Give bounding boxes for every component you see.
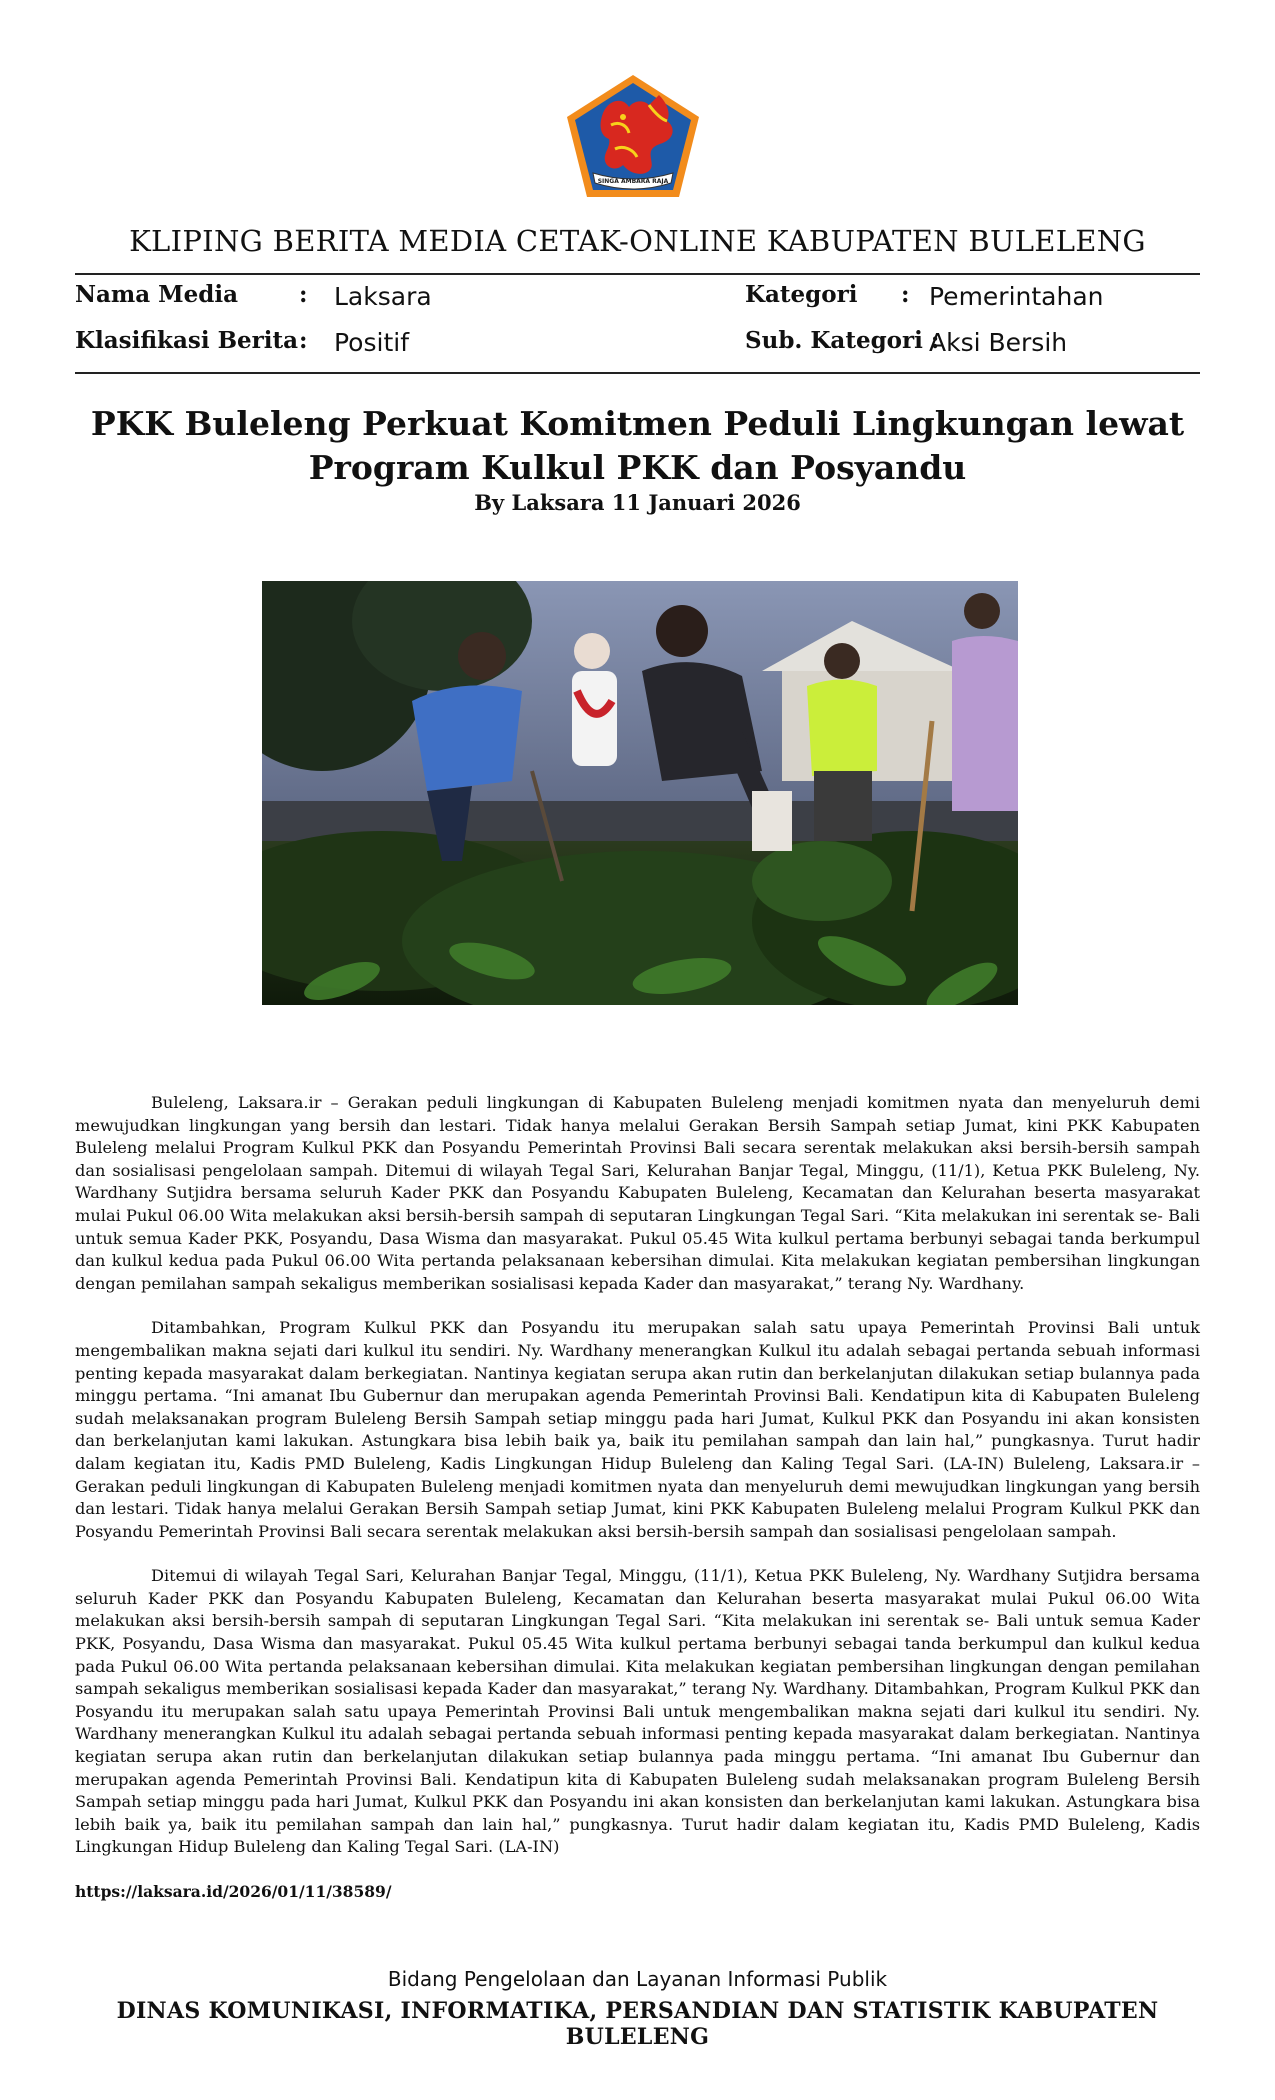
category-label: Kategori [745,281,858,308]
top-rule [75,273,1200,275]
article-photo [262,581,1018,1005]
article-byline: By Laksara 11 Januari 2026 [474,490,801,515]
article-body [75,1092,1200,1926]
media-label: Nama Media [75,281,238,308]
footer-department: Bidang Pengelolaan dan Layanan Informasi Publik [387,1967,888,1991]
subcategory-label: Sub. Kategori : [745,327,940,354]
cleanup-photo-illustration [262,581,1018,1005]
logo-motto: SINGA AMBARA RAJA [597,178,669,185]
article-headline [75,402,1200,490]
article-paragraph: Ditambahkan, Program Kulkul PKK dan Posyandu itu merupakan salah satu upaya Pemerintah Provinsi Bali untuk mengembalikan makna sejati dari kulkul itu sendiri. Ny. Wardhany menerangkan Kulkul itu adalah sebagai pertanda sebuah informasi penting kepada masyarakat dalam berkegiatan. Nantinya kegiatan serupa akan rutin dan berkelanjutan dilakukan setiap bulannya pada minggu pertama. “Ini amanat Ibu Gubernur dan merupakan agenda Pemerintah Provinsi Bali. Kendatipun kita di Kabupaten Buleleng sudah melaksanakan program Buleleng Bersih Sampah setiap minggu pada hari Jumat, Kulkul PKK dan Posyandu ini akan konsisten dan berkelanjutan kami lakukan. Astungkara bisa lebih baik ya, baik itu pemilahan sampah dan lain hal,” pungkasnya. Turut hadir dalam kegiatan itu, Kadis PMD Buleleng, Kadis Lingkungan Hidup Buleleng dan Kaling Tegal Sari. (LA-IN) Buleleng, Laksara.ir – Gerakan peduli lingkungan di Kabupaten Buleleng menjadi komitmen nyata dan menyeluruh demi mewujudkan lingkungan yang bersih dan lestari. Tidak hanya melalui Gerakan Bersih Sampah setiap Jumat, kini PKK Kabupaten Buleleng melalui Program Kulkul PKK dan Posyandu Pemerintah Provinsi Bali secara serentak melakukan aksi bersih-bersih sampah dan sosialisasi pengelolaan sampah. [75,1318,1200,1541]
article-paragraph: Buleleng, Laksara.ir – Gerakan peduli lingkungan di Kabupaten Buleleng menjadi komitmen nyata dan menyeluruh demi mewujudkan lingkungan yang bersih dan lestari. Tidak hanya melalui Gerakan Bersih Sampah setiap Jumat, kini PKK Kabupaten Buleleng melalui Program Kulkul PKK dan Posyandu Pemerintah Provinsi Bali secara serentak melakukan aksi bersih-bersih sampah dan sosialisasi pengelolaan sampah. Ditemui di wilayah Tegal Sari, Kelurahan Banjar Tegal, Minggu, (11/1), Ketua PKK Buleleng, Ny. Wardhany Sutjidra bersama seluruh Kader PKK dan Posyandu Kabupaten Buleleng, Kecamatan dan Kelurahan beserta masyarakat mulai Pukul 06.00 Wita melakukan aksi bersih-bersih sampah di seputaran Lingkungan Tegal Sari. “Kita melakukan ini serentak se- Bali untuk semua Kader PKK, Posyandu, Dasa Wisma dan masyarakat. Pukul 05.45 Wita kulkul pertama berbunyi sebagai tanda berkumpul dan kulkul kedua pada Pukul 06.00 Wita pertanda pelaksanaan kebersihan dimulai. Kita melakukan kegiatan pembersihan lingkungan dengan pemilahan sampah sekaligus memberikan sosialisasi kepada Kader dan masyarakat,” terang Ny. Wardhany. [75,1093,1200,1293]
media-value: Laksara [334,282,432,311]
lion-crest-icon [563,73,703,201]
headline-line-2: Program Kulkul PKK dan Posyandu [308,448,967,487]
article-paragraph: Ditemui di wilayah Tegal Sari, Kelurahan Banjar Tegal, Minggu, (11/1), Ketua PKK Buleleng, Ny. Wardhany Sutjidra bersama seluruh Kader PKK dan Posyandu Kabupaten Buleleng, Kecamatan dan Kelurahan beserta masyarakat mulai Pukul 06.00 Wita melakukan aksi bersih-bersih sampah di seputaran Lingkungan Tegal Sari. “Kita melakukan ini serentak se- Bali untuk semua Kader PKK, Posyandu, Dasa Wisma dan masyarakat. Pukul 05.45 Wita kulkul pertama berbunyi sebagai tanda berkumpul dan kulkul kedua pada Pukul 06.00 Wita pertanda pelaksanaan kebersihan dimulai. Kita melakukan kegiatan pembersihan lingkungan dengan pemilahan sampah sekaligus memberikan sosialisasi kepada Kader dan masyarakat,” terang Ny. Wardhany. Ditambahkan, Program Kulkul PKK dan Posyandu itu merupakan salah satu upaya Pemerintah Provinsi Bali untuk mengembalikan makna sejati dari kulkul itu sendiri. Ny. Wardhany menerangkan Kulkul itu adalah sebagai pertanda sebuah informasi penting kepada masyarakat dalam berkegiatan. Nantinya kegiatan serupa akan rutin dan berkelanjutan dilakukan setiap bulannya pada minggu pertama. “Ini amanat Ibu Gubernur dan merupakan agenda Pemerintah Provinsi Bali. Kendatipun kita di Kabupaten Buleleng sudah melaksanakan program Buleleng Bersih Sampah setiap minggu pada hari Jumat, Kulkul PKK dan Posyandu ini akan konsisten dan berkelanjutan kami lakukan. Astungkara bisa lebih baik ya, baik itu pemilahan sampah dan lain hal,” pungkasnya. Turut hadir dalam kegiatan itu, Kadis PMD Buleleng, Kadis Lingkungan Hidup Buleleng dan Kaling Tegal Sari. (LA-IN) [75,1566,1200,1857]
classification-value: Positif [334,328,409,357]
media-colon: : [299,281,308,308]
classification-colon: : [299,327,308,354]
footer-agency: DINAS KOMUNIKASI, INFORMATIKA, PERSANDIAN DAN STATISTIK KABUPATEN BULELENG [116,1998,1159,2050]
source-url-link[interactable]: https://laksara.id/2026/01/11/38589/ [75,1882,392,1901]
category-value: Pemerintahan [929,282,1104,311]
masthead-title: KLIPING BERITA MEDIA CETAK-ONLINE KABUPATEN BULELENG [129,224,1146,258]
headline-line-1: PKK Buleleng Perkuat Komitmen Peduli Lingkungan lewat [90,404,1185,443]
classification-label: Klasifikasi Berita [75,327,299,354]
subcategory-value: Aksi Bersih [929,328,1068,357]
category-colon: : [901,281,910,308]
buleleng-logo [563,73,703,201]
meta-row-classification [75,327,1200,363]
bottom-rule [75,372,1200,374]
meta-row-media [75,281,1200,317]
